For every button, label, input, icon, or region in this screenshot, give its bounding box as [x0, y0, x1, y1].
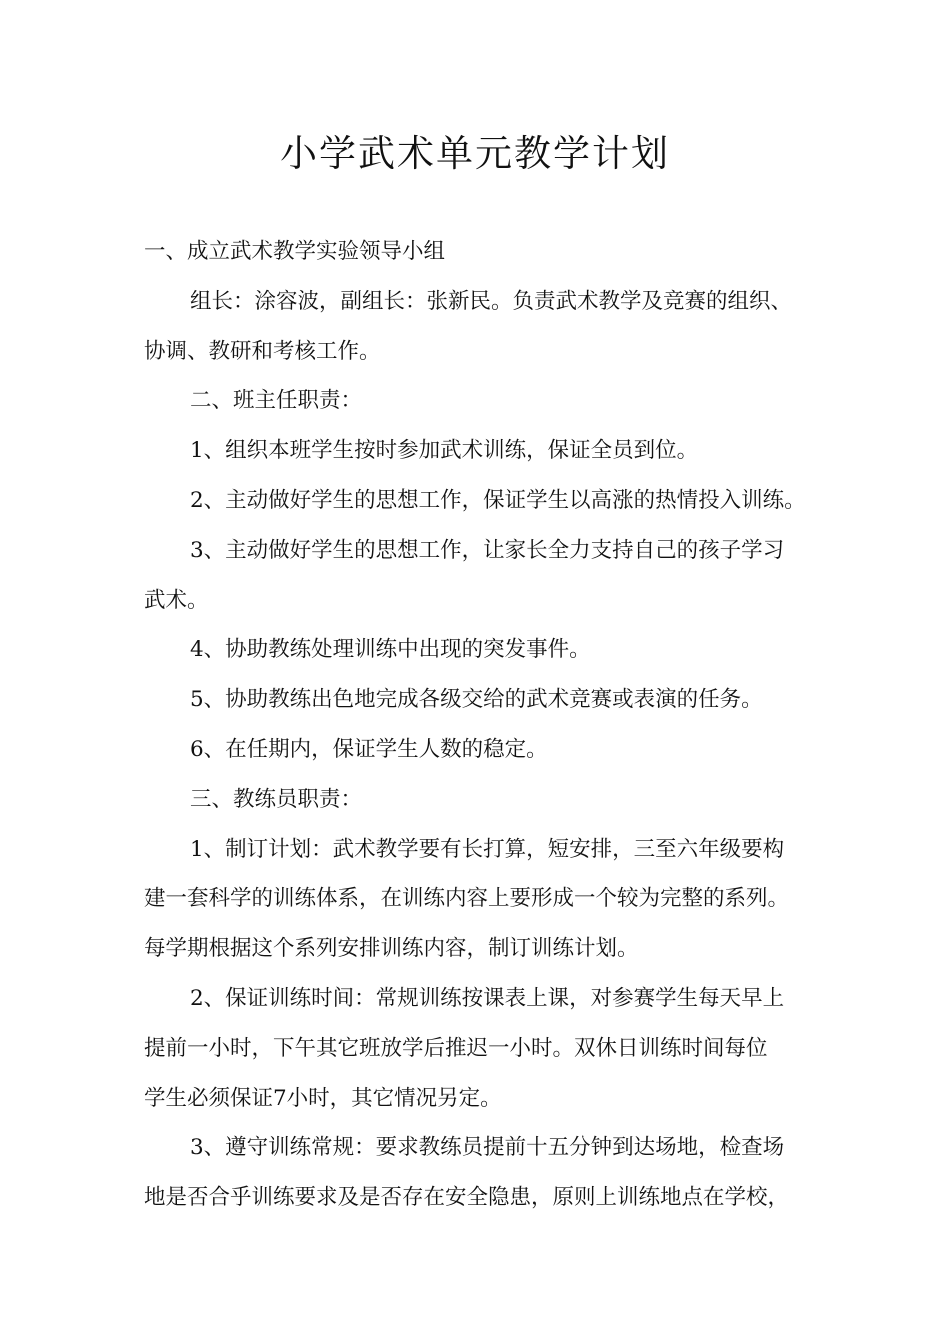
section-heading: 二、班主任职责：: [190, 388, 363, 414]
text-line: 5、协助教练出色地完成各级交给的武术竞赛或表演的任务。: [190, 687, 763, 713]
text-line: 2、保证训练时间：常规训练按课表上课，对参赛学生每天早上: [190, 985, 785, 1011]
text-line: 4、协助教练处理训练中出现的突发事件。: [190, 637, 591, 663]
document-title: 小学武术单元教学计划: [280, 132, 670, 175]
text-line: 一、成立武术教学实验领导小组: [144, 239, 446, 264]
text-line: 1、制订计划：武术教学要有长打算，短安排，三至六年级要构: [190, 836, 785, 862]
text-line: 协调、教研和考核工作。: [144, 338, 381, 364]
text-line: 武术。: [144, 587, 209, 613]
text-line: 3、遵守训练常规：要求教练员提前十五分钟到达场地，检查场: [190, 1135, 785, 1161]
text-line: 6、在任期内，保证学生人数的稳定。: [190, 736, 548, 762]
text-line: 地是否合乎训练要求及是否存在安全隐患，原则上训练地点在学校，: [144, 1185, 790, 1211]
text-line: 学生必须保证7小时，其它情况另定。: [144, 1085, 502, 1111]
text-line: 组长：涂容波，副组长：张新民。负责武术教学及竞赛的组织、: [190, 288, 793, 314]
text-line: 建一套科学的训练体系，在训练内容上要形成一个较为完整的系列。: [144, 886, 790, 912]
text-line: 3、主动做好学生的思想工作，让家长全力支持自己的孩子学习: [190, 537, 785, 563]
text-line: 1、组织本班学生按时参加武术训练，保证全员到位。: [190, 438, 699, 464]
text-line: 提前一小时，下午其它班放学后推迟一小时。双休日训练时间每位: [144, 1035, 768, 1061]
text-line: 每学期根据这个系列安排训练内容，制订训练计划。: [144, 936, 639, 962]
document-body: [144, 227, 830, 1223]
section-heading: 三、教练员职责：: [190, 786, 363, 812]
text-line: 2、主动做好学生的思想工作，保证学生以高涨的热情投入训练。: [190, 487, 806, 513]
